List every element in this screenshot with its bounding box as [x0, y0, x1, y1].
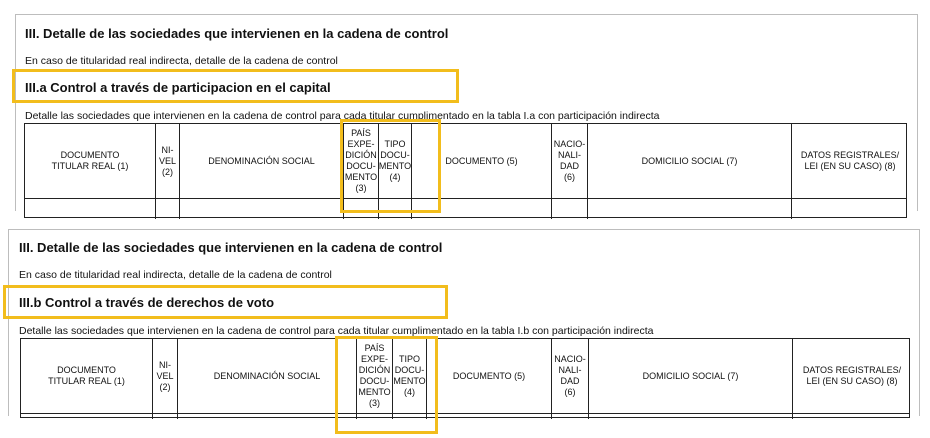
col-divider — [551, 413, 552, 419]
row-divider — [21, 413, 909, 414]
col-divider — [791, 198, 792, 219]
highlight-subtitle-capital — [12, 69, 459, 103]
table-description: Detalle las sociedades que intervienen en la cadena de control para cada titular cumplimentado en la tabla I.b con participación indirecta — [19, 325, 654, 337]
col-documento-titular: DOCUMENTO TITULAR REAL (1) — [48, 365, 125, 386]
section-title: III. Detalle de las sociedades que intervienen en la cadena de control — [25, 26, 449, 41]
highlight-document-columns-b — [335, 336, 438, 434]
col-nacionalidad: NACIO- NALI- DAD (6) — [551, 339, 588, 413]
col-divider — [792, 413, 793, 419]
col-denominacion: DENOMINACIÓN SOCIAL — [177, 339, 356, 413]
col-denominacion: DENOMINACIÓN SOCIAL — [179, 124, 343, 198]
highlight-document-columns-a — [340, 119, 441, 213]
section-title: III. Detalle de las sociedades que intervienen en la cadena de control — [19, 240, 443, 255]
col-nivel: NI- VEL (2) — [155, 124, 179, 198]
col-divider — [155, 198, 156, 219]
section-panel-b — [8, 229, 920, 416]
col-datos-registrales: DATOS REGISTRALES/ LEI (EN SU CASO) (8) — [792, 339, 911, 413]
col-tipo-documento: TIPO DOCU- MENTO (4) — [378, 124, 411, 198]
row-divider — [25, 198, 906, 199]
col-divider — [588, 413, 589, 419]
subtitle-voto: III.b Control a través de derechos de voto — [19, 295, 275, 310]
col-tipo-documento: TIPO DOCU- MENTO (4) — [392, 339, 426, 413]
col-domicilio: DOMICILIO SOCIAL (7) — [587, 124, 791, 198]
section-note: En caso de titularidad real indirecta, detalle de la cadena de control — [25, 55, 338, 67]
col-datos-registrales: DATOS REGISTRALES/ LEI (EN SU CASO) (8) — [791, 124, 908, 198]
col-documento: DOCUMENTO (5) — [411, 124, 551, 198]
chain-table — [24, 123, 907, 218]
section-note: En caso de titularidad real indirecta, detalle de la cadena de control — [19, 269, 332, 281]
col-nacionalidad: NACIO- NALI- DAD (6) — [551, 124, 587, 198]
col-documento-titular: DOCUMENTO TITULAR REAL (1) — [51, 150, 129, 171]
col-divider — [179, 198, 180, 219]
col-documento: DOCUMENTO (5) — [426, 339, 551, 413]
col-nivel: NI- VEL (2) — [152, 339, 177, 413]
col-divider — [177, 413, 178, 419]
col-pais-expedicion: PAÍS EXPE- DICIÓN DOCU- MENTO (3) — [356, 339, 392, 413]
section-panel-a — [15, 14, 918, 211]
subtitle-capital: III.a Control a través de participacion en el capital — [25, 80, 331, 95]
highlight-subtitle-voto — [3, 285, 448, 319]
chain-table — [20, 338, 910, 418]
table-description: Detalle las sociedades que intervienen en la cadena de control para cada titular cumplimentado en la tabla I.a con participación indirecta — [25, 110, 660, 122]
col-pais-expedicion: PAÍS EXPE- DICIÓN DOCU- MENTO (3) — [343, 124, 378, 198]
col-domicilio: DOMICILIO SOCIAL (7) — [588, 339, 792, 413]
col-divider — [152, 413, 153, 419]
col-divider — [551, 198, 552, 219]
col-divider — [587, 198, 588, 219]
